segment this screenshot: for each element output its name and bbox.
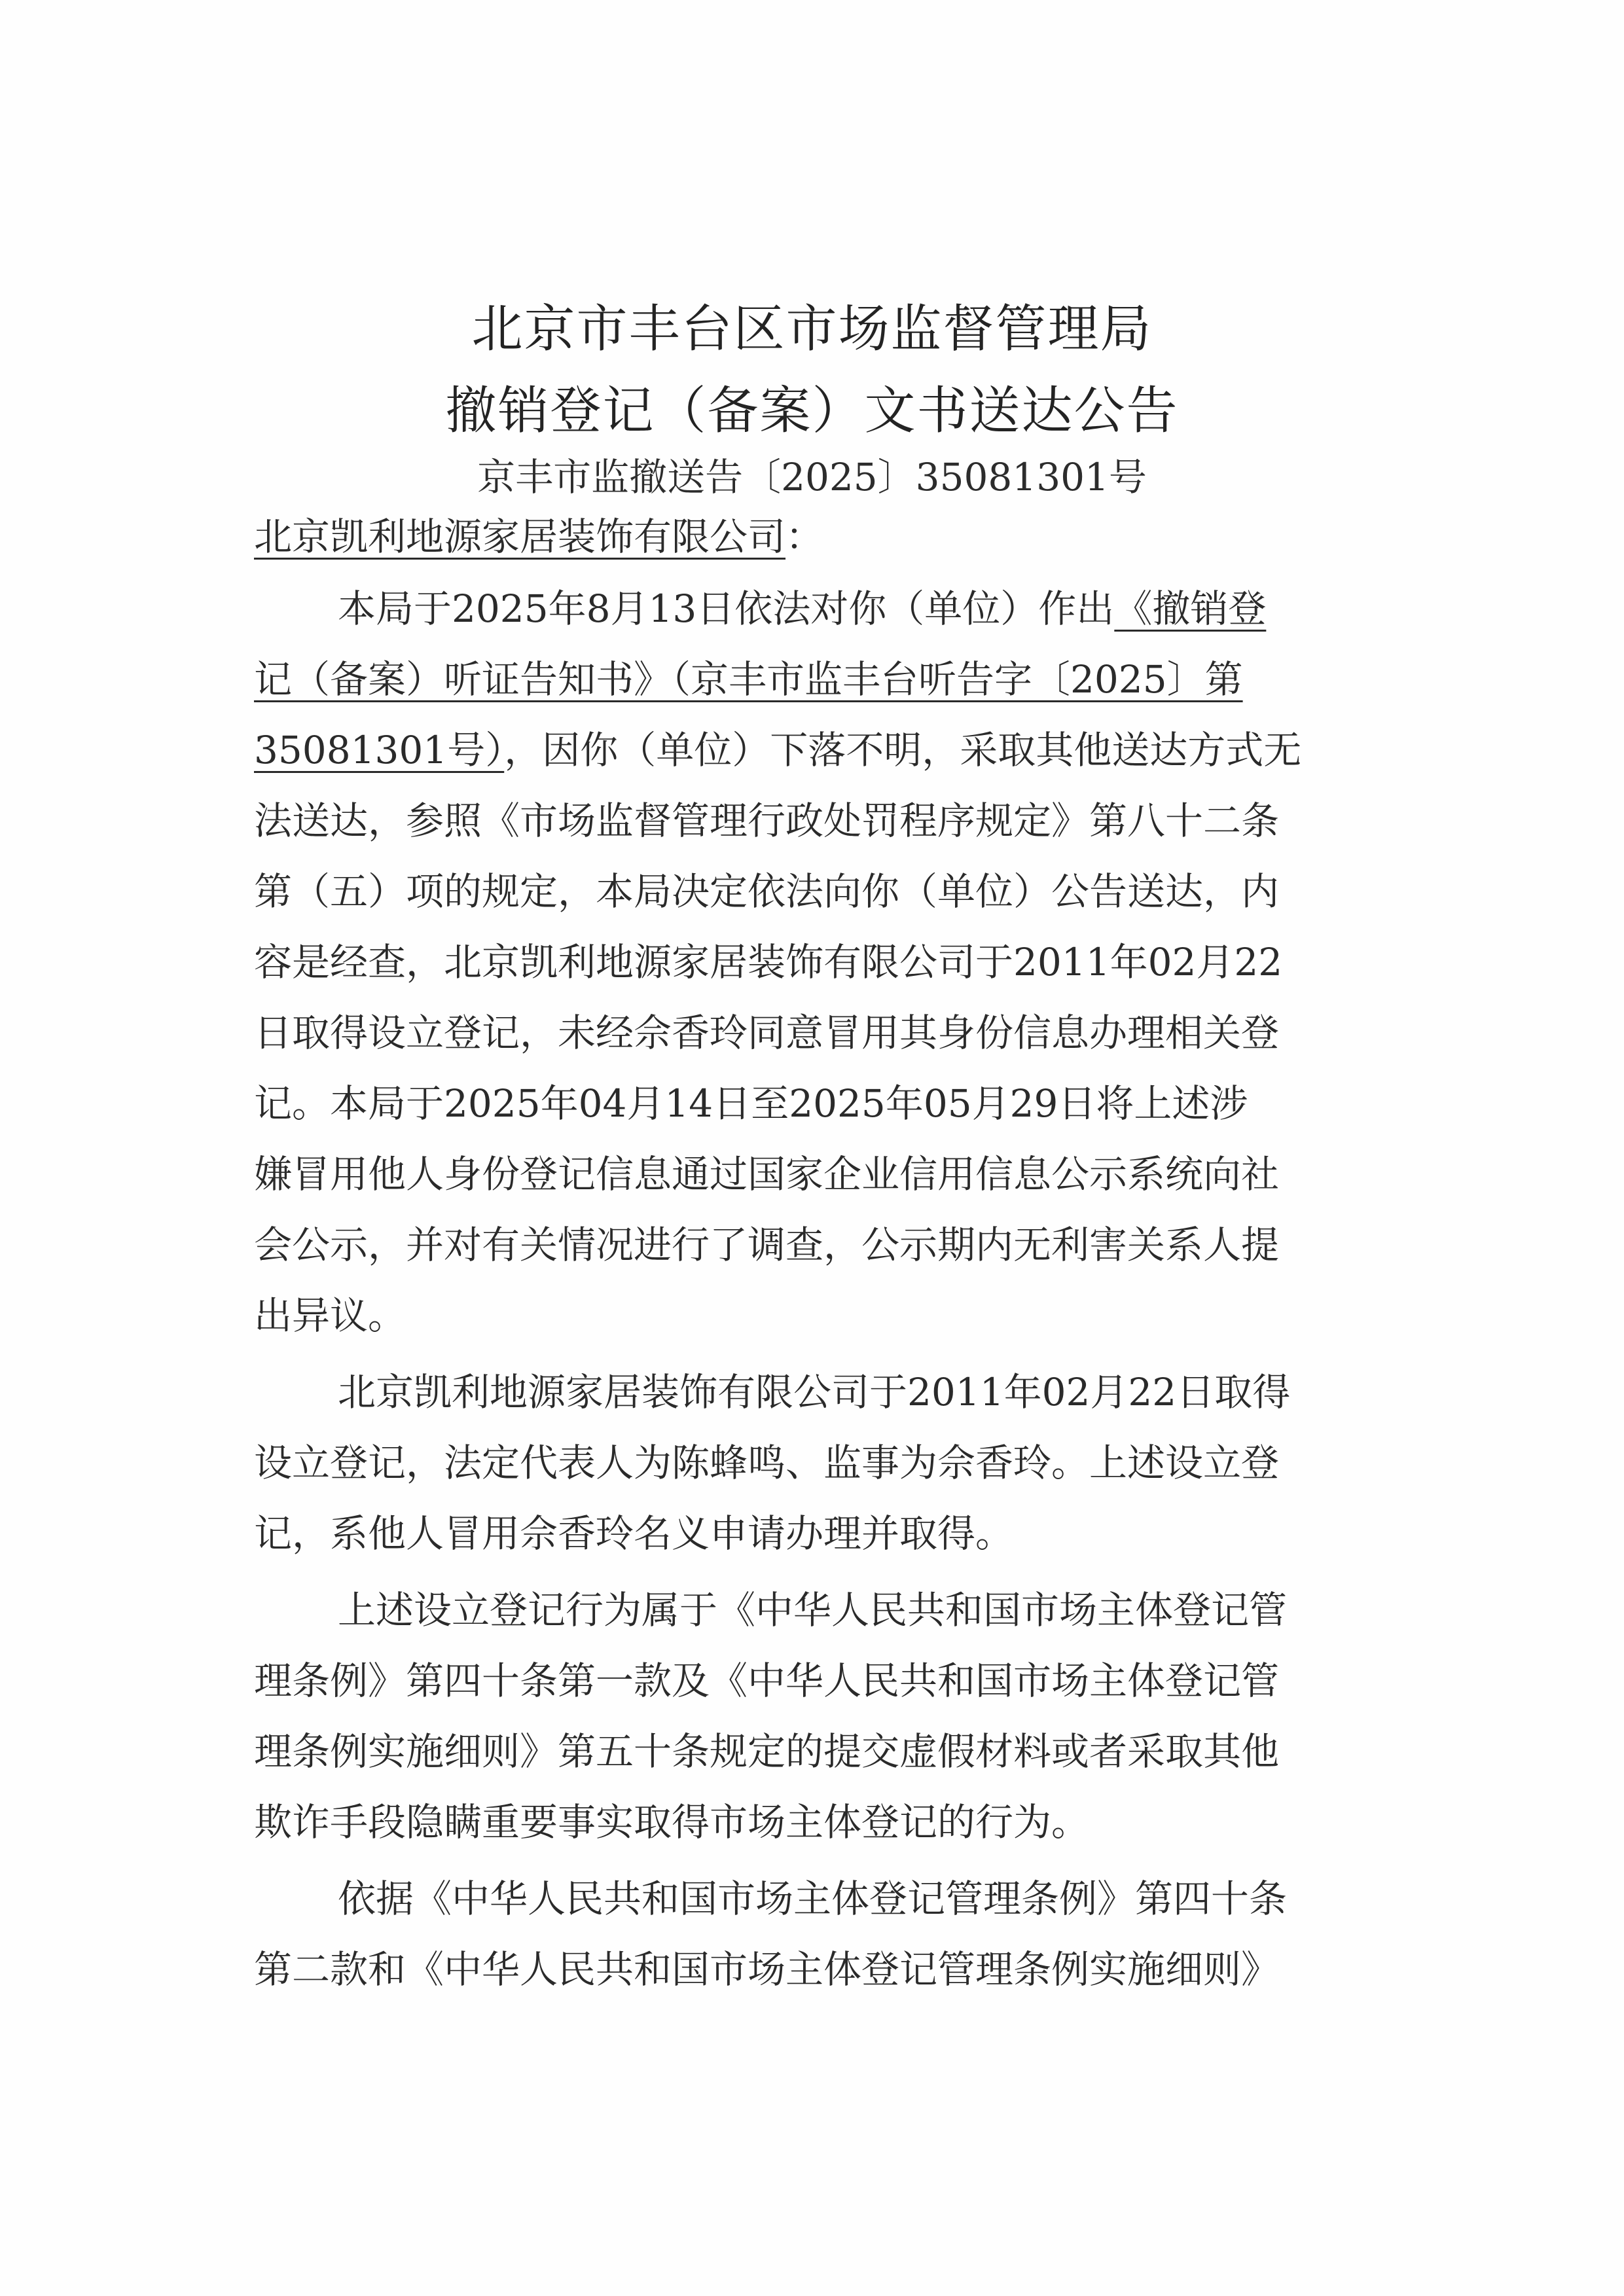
body-line: 容是经查，北京凯利地源家居装饰有限公司于2011年02月22 <box>254 940 1283 984</box>
body-line <box>254 656 1386 702</box>
body-line: 嫌冒用他人身份登记信息通过国家企业信用信息公示系统向社 <box>254 1152 1280 1196</box>
underlined-title-segment: 记（备案）听证告知书》（京丰市监丰台听告字〔2025〕第 <box>254 657 1243 702</box>
document-number: 京丰市监撤送告〔2025〕35081301号 <box>477 455 1147 499</box>
body-line: 出异议。 <box>254 1293 406 1338</box>
body-line <box>338 586 1386 632</box>
body-line: 依据《中华人民共和国市场主体登记管理条例》第四十条 <box>338 1876 1288 1921</box>
page-subtitle: 撤销登记（备案）文书送达公告 <box>445 382 1179 440</box>
body-line: 记。本局于2025年04月14日至2025年05月29日将上述涉 <box>254 1081 1248 1126</box>
body-line: 理条例》第四十条第一款及《中华人民共和国市场主体登记管 <box>254 1659 1280 1703</box>
underlined-title-segment: 35081301号） <box>254 728 505 772</box>
body-line: 第（五）项的规定，本局决定依法向你（单位）公告送达，内 <box>254 869 1280 914</box>
page-title: 北京市丰台区市场监督管理局 <box>471 300 1153 359</box>
body-line: 设立登记，法定代表人为陈蜂鸣、监事为佘香玲。上述设立登 <box>254 1441 1280 1485</box>
body-line: 北京凯利地源家居装饰有限公司于2011年02月22日取得 <box>338 1370 1291 1414</box>
body-line: 上述设立登记行为属于《中华人民共和国市场主体登记管 <box>338 1588 1288 1632</box>
addressee-line <box>254 514 1386 560</box>
text-segment: 本局于2025年8月13日依法对你（单位）作出 <box>338 586 1115 631</box>
addressee-name: 北京凯利地源家居装饰有限公司 <box>254 514 786 559</box>
body-line: 日取得设立登记，未经佘香玲同意冒用其身份信息办理相关登 <box>254 1011 1280 1055</box>
body-line: 会公示，并对有关情况进行了调查，公示期内无利害关系人提 <box>254 1223 1280 1267</box>
body-line: 记，系他人冒用佘香玲名义申请办理并取得。 <box>254 1511 1014 1556</box>
underlined-title-segment: 《撤销登 <box>1114 586 1267 631</box>
text-segment: ，因你（单位）下落不明，采取其他送达方式无 <box>504 728 1302 772</box>
body-line <box>254 727 1386 773</box>
body-line: 欺诈手段隐瞒重要事实取得市场主体登记的行为。 <box>254 1800 1090 1844</box>
body-line: 第二款和《中华人民共和国市场主体登记管理条例实施细则》 <box>254 1947 1280 1992</box>
body-line: 理条例实施细则》第五十条规定的提交虚假材料或者采取其他 <box>254 1729 1280 1774</box>
body-line: 法送达，参照《市场监督管理行政处罚程序规定》第八十二条 <box>254 798 1280 843</box>
addressee-suffix: ： <box>785 514 824 559</box>
